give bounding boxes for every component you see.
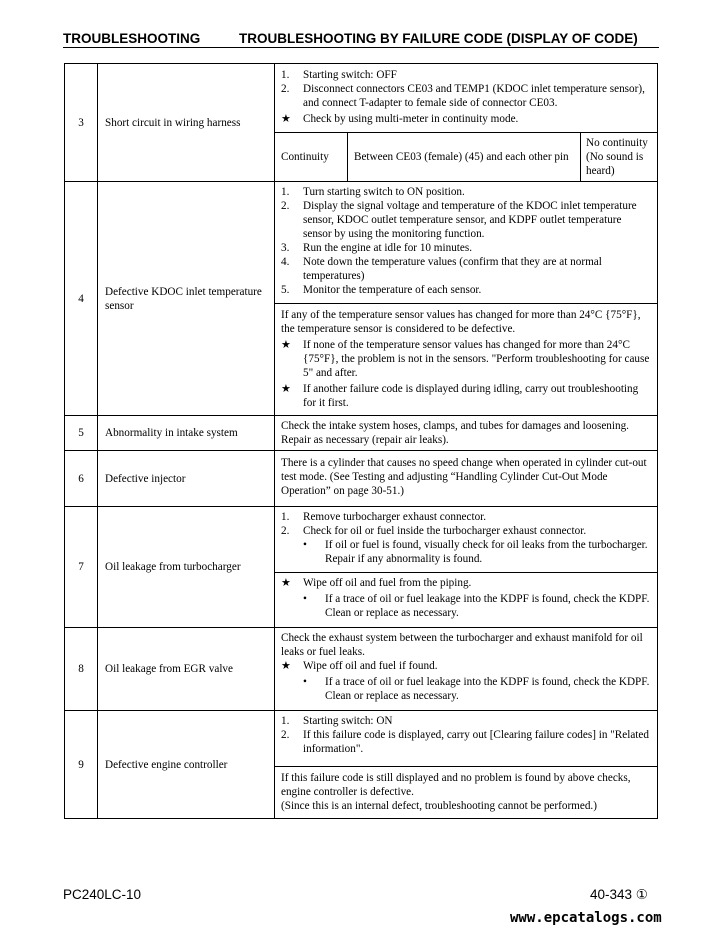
list-item: 2. Display the signal voltage and temperature of the KDOC inlet temperature sensor, KDOC outlet temperature sensor, and KDPF outlet temperature sensor by using the monitoring function.: [281, 200, 637, 240]
step-list: [281, 510, 651, 538]
cause-number: 5: [65, 416, 98, 451]
step-list: [281, 68, 651, 110]
list-item: 1. Starting switch: ON: [281, 715, 393, 727]
bullet-item: • If a trace of oil or fuel leakage into the KDPF is found, check the KDPF. Clean or replace as necessary.: [303, 676, 650, 702]
remedy-text: There is a cylinder that causes no speed change when operated in cylinder cut-out test mode. (See Testing and adjusting “Handling Cylinder Cut-Out Mode Operation” on page 30-51.): [275, 451, 658, 507]
star-icon: ★: [281, 577, 292, 589]
list-item: 2. If this failure code is displayed, carry out [Clearing failure codes] in "Related information".: [281, 729, 649, 755]
remedy-cell: [275, 711, 658, 819]
list-item: 1. Remove turbocharger exhaust connector.: [281, 511, 487, 523]
table-row: [65, 182, 658, 416]
note: ★ If none of the temperature sensor values has changed for more than 24°C {75°F}, the problem is not in the sensors. "Perform troubleshooting for cause 5" and after.: [281, 339, 650, 379]
list-item: 5. Monitor the temperature of each sensor.: [281, 284, 482, 296]
section-title: TROUBLESHOOTING: [63, 31, 201, 46]
bullet-icon: •: [303, 676, 307, 688]
cause-number: 3: [65, 64, 98, 182]
star-icon: ★: [281, 339, 292, 351]
judgement-text: If this failure code is still displayed and no problem is found by above checks, engine controller is defective.: [281, 772, 631, 798]
bullet-icon: •: [303, 593, 307, 605]
remedy-text: Check the intake system hoses, clamps, and tubes for damages and loosening. Repair as necessary (repair air leaks).: [275, 416, 658, 451]
troubleshooting-table: [64, 63, 658, 819]
remedy-text: Check the exhaust system between the turbocharger and exhaust manifold for oil leaks or fuel leaks.: [281, 632, 643, 658]
page-header: [63, 31, 659, 48]
cause-text: Oil leakage from turbocharger: [98, 507, 275, 628]
step-list: [281, 185, 651, 297]
cause-text: Defective injector: [98, 451, 275, 507]
list-item: 1. Turn starting switch to ON position.: [281, 186, 465, 198]
list-item: 2. Check for oil or fuel inside the turbocharger exhaust connector.: [281, 525, 587, 537]
cause-text: Defective engine controller: [98, 711, 275, 819]
continuity-pins: Between CE03 (female) (45) and each other pin: [348, 133, 581, 181]
remedy-cell: [275, 64, 658, 182]
remedy-cell: [275, 507, 658, 628]
table-row: [65, 628, 658, 711]
cause-text: Oil leakage from EGR valve: [98, 628, 275, 711]
page-number: 40-343 ①: [590, 887, 648, 902]
cause-number: 8: [65, 628, 98, 711]
table-row: [65, 64, 658, 182]
cause-number: 4: [65, 182, 98, 416]
judgement-text: If any of the temperature sensor values has changed for more than 24°C {75°F}, the temperature sensor is considered to be defective.: [281, 309, 641, 335]
star-icon: ★: [281, 660, 292, 672]
bullet-item: • If a trace of oil or fuel leakage into the KDPF is found, check the KDPF. Clean or replace as necessary.: [303, 593, 650, 619]
list-item: 4. Note down the temperature values (confirm that they are at normal temperatures): [281, 256, 602, 282]
model-number: PC240LC-10: [63, 887, 142, 902]
note: ★ Wipe off oil and fuel if found.: [281, 660, 438, 672]
subsection-title: TROUBLESHOOTING BY FAILURE CODE (DISPLAY OF CODE): [239, 31, 638, 46]
bullet-icon: •: [303, 539, 307, 551]
note: ★ Check by using multi-meter in continuity mode.: [281, 113, 519, 125]
cause-number: 9: [65, 711, 98, 819]
cause-text: Abnormality in intake system: [98, 416, 275, 451]
step-list: [281, 714, 651, 756]
list-item: 3. Run the engine at idle for 10 minutes.: [281, 242, 473, 254]
list-item: 1. Starting switch: OFF: [281, 69, 397, 81]
note: ★ If another failure code is displayed during idling, carry out troubleshooting for it first.: [281, 383, 639, 409]
table-row: [65, 711, 658, 819]
cause-text: Short circuit in wiring harness: [98, 64, 275, 182]
continuity-label: Continuity: [275, 133, 348, 181]
table-row: [65, 507, 658, 628]
remedy-cell: [275, 182, 658, 416]
note: ★ Wipe off oil and fuel from the piping.: [281, 577, 472, 589]
watermark: www.epcatalogs.com: [510, 910, 662, 926]
table-row: [65, 451, 658, 507]
bullet-item: • If oil or fuel is found, visually check for oil leaks from the turbocharger. Repair if any abnormality is found.: [303, 539, 648, 565]
remedy-cell: [275, 628, 658, 711]
cause-number: 7: [65, 507, 98, 628]
cause-number: 6: [65, 451, 98, 507]
judgement-note: (Since this is an internal defect, troubleshooting cannot be performed.): [281, 800, 597, 812]
continuity-table: [275, 133, 657, 181]
table-row: [65, 416, 658, 451]
continuity-result: No continuity (No sound is heard): [586, 137, 648, 177]
cause-text: Defective KDOC inlet temperature sensor: [98, 182, 275, 416]
star-icon: ★: [281, 383, 292, 395]
list-item: 2. Disconnect connectors CE03 and TEMP1 (KDOC inlet temperature sensor), and connect T-adapter to female side of connector CE03.: [281, 83, 645, 109]
star-icon: ★: [281, 113, 292, 125]
